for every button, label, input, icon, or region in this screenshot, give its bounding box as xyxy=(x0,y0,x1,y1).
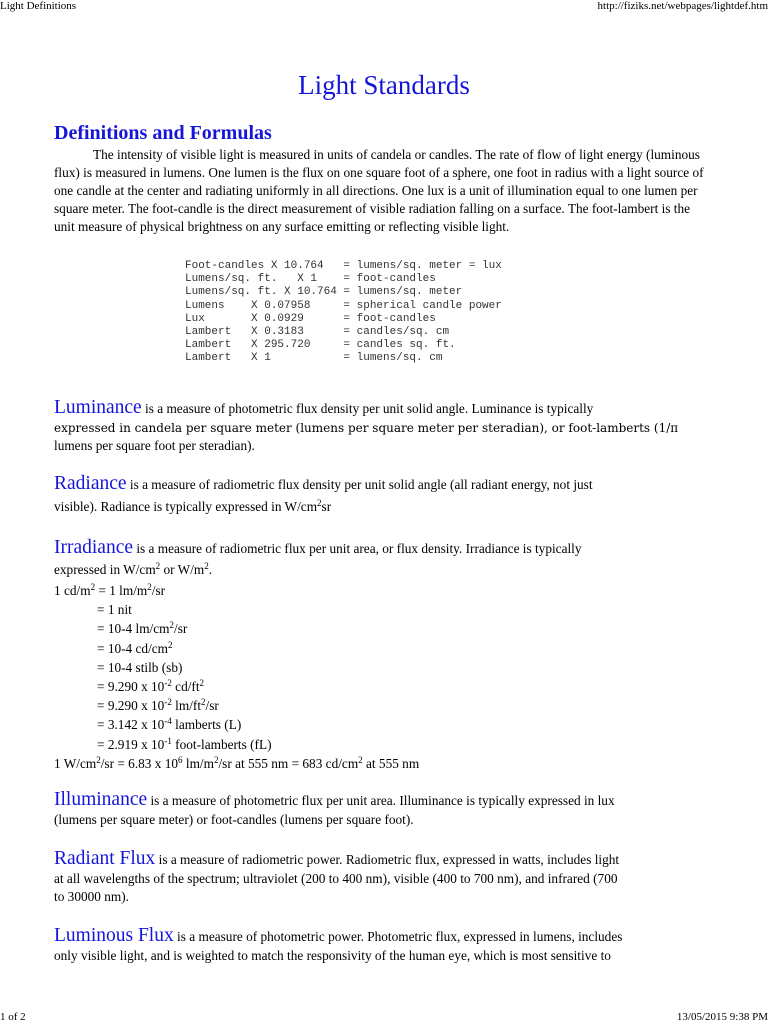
radiance-definition xyxy=(54,473,764,516)
table-row: Lambert X 295.720 = candles sq. ft. xyxy=(185,339,456,352)
irradiance-text-2: expressed in W/cm xyxy=(54,562,156,577)
illuminance-text: is a measure of photometric flux per unit area. Illuminance is typically expressed in lux xyxy=(147,793,615,808)
irradiance-definition xyxy=(54,537,764,579)
superscript: 2 xyxy=(204,561,209,571)
radiant-flux-term: Radiant Flux xyxy=(54,848,156,869)
print-footer-page: 1 of 2 xyxy=(0,1011,26,1023)
table-row: Lambert X 0.3183 = candles/sq. cm xyxy=(185,326,450,339)
print-header-title: Light Definitions xyxy=(0,0,77,12)
conversion-line: = 9.290 x $10^{-2}$ $cd/ft^2$ xyxy=(97,678,205,695)
conversion-line: = 10-4 $cd/cm^2$ xyxy=(97,639,173,656)
print-footer-datetime: 13/05/2015 9:38 PM xyxy=(676,1011,768,1023)
illuminance-text-2: (lumens per square meter) or foot-candles (lumens per square foot). xyxy=(54,812,414,827)
conversion-line: 1 $cd/m^2 = 1$ $lm/m^2/sr$ xyxy=(54,582,166,598)
irradiance-text-4: . xyxy=(208,562,213,577)
luminance-text-3: lumens per square foot per steradian). xyxy=(54,438,255,453)
table-row: Lumens X 0.07958 = spherical candle power xyxy=(185,299,502,312)
conversion-line: = 2.919 x $10^{-1}$ foot-lamberts (fL) xyxy=(97,735,272,752)
illuminance-term: Illuminance xyxy=(54,789,148,810)
conversion-line: = 1 nit xyxy=(97,602,132,618)
superscript: 2 xyxy=(155,561,161,571)
table-row: Lambert X 1 = lumens/sq. cm xyxy=(185,352,443,365)
radiant-flux-definition xyxy=(54,848,764,906)
irradiance-term: Irradiance xyxy=(54,537,134,558)
radiance-text-3: sr xyxy=(321,499,332,514)
luminous-flux-text-2: only visible light, and is weighted to match the responsivity of the human eye, which is most sensitive to xyxy=(54,948,611,963)
luminous-flux-definition xyxy=(54,925,764,965)
radiant-flux-text: is a measure of radiometric power. Radiometric flux, expressed in watts, includes light xyxy=(155,852,620,867)
luminance-text-2: expressed in candela per square meter (lumens per square meter per steradian), or foot-lamberts (1/π xyxy=(54,421,679,435)
intro-paragraph: The intensity of visible light is measured in units of candela or candles. The rate of flow of light energy (luminous flux) is measured in lumens. One lumen is the flux on one square foot of a sphere, one foot in radius with a light source of one candle at the center and radiating uniformly in all directions. One lux is a unit of illumination equal to one lumen per square meter. The foot-candle is the direct measurement of visible radiation falling on a surface. The foot-lambert is the unit measure of physical brightness on any surface emitting or reflecting visible light. xyxy=(54,147,704,234)
conversion-line: = 10-4 $lm/cm^2/sr$ xyxy=(97,620,188,637)
conversion-line: 1 $W/cm^2/sr = 6.83$ x $10^6$ $lm/m^2/sr$ at 555 nm = 683 $cd/cm^2$ at 555 nm xyxy=(54,754,420,771)
table-row: Lumens/sq. ft. X 10.764 = lumens/sq. meter xyxy=(185,286,463,299)
irradiance-text: is a measure of radiometric flux per unit area, or flux density. Irradiance is typically xyxy=(133,541,582,556)
luminous-flux-term: Luminous Flux xyxy=(54,925,174,946)
radiance-text-2: visible). Radiance is typically expressed in W/cm xyxy=(54,499,318,514)
luminance-definition xyxy=(54,397,754,455)
superscript: 2 xyxy=(317,498,322,508)
radiance-term: Radiance xyxy=(54,473,127,494)
section-heading: Definitions and Formulas xyxy=(54,122,272,144)
conversion-line: = 10-4 stilb (sb) xyxy=(97,659,183,675)
luminance-text: is a measure of photometric flux density per unit solid angle. Luminance is typically xyxy=(141,401,594,416)
radiant-flux-text-2: at all wavelengths of the spectrum; ultraviolet (200 to 400 nm), visible (400 to 700 nm), and infrared (700 xyxy=(54,871,618,886)
illuminance-definition xyxy=(54,789,754,829)
conversion-line: = 3.142 x $10^{-4}$ lamberts (L) xyxy=(97,716,242,733)
luminous-flux-text: is a measure of photometric power. Photometric flux, expressed in lumens, includes xyxy=(173,929,623,944)
conversion-line: = 9.290 x $10^{-2}$ $lm/ft^2/sr$ xyxy=(97,697,219,714)
conversion-table xyxy=(185,260,502,366)
print-header-url: http://fiziks.net/webpages/lightdef.htm xyxy=(597,0,768,12)
luminance-term: Luminance xyxy=(54,397,142,418)
radiance-text: is a measure of radiometric flux density per unit solid angle (all radiant energy, not just xyxy=(126,477,593,492)
radiant-flux-text-3: to 30000 nm). xyxy=(54,889,129,904)
page-title: Light Standards xyxy=(298,70,470,100)
table-row: Lumens/sq. ft. X 1 = foot-candles xyxy=(185,273,436,286)
table-row: Lux X 0.0929 = foot-candles xyxy=(185,312,436,325)
unit-conversion-list xyxy=(54,581,419,773)
irradiance-text-3: or W/m xyxy=(160,562,205,577)
table-row: Foot-candles X 10.764 = lumens/sq. meter = lux xyxy=(185,260,502,272)
